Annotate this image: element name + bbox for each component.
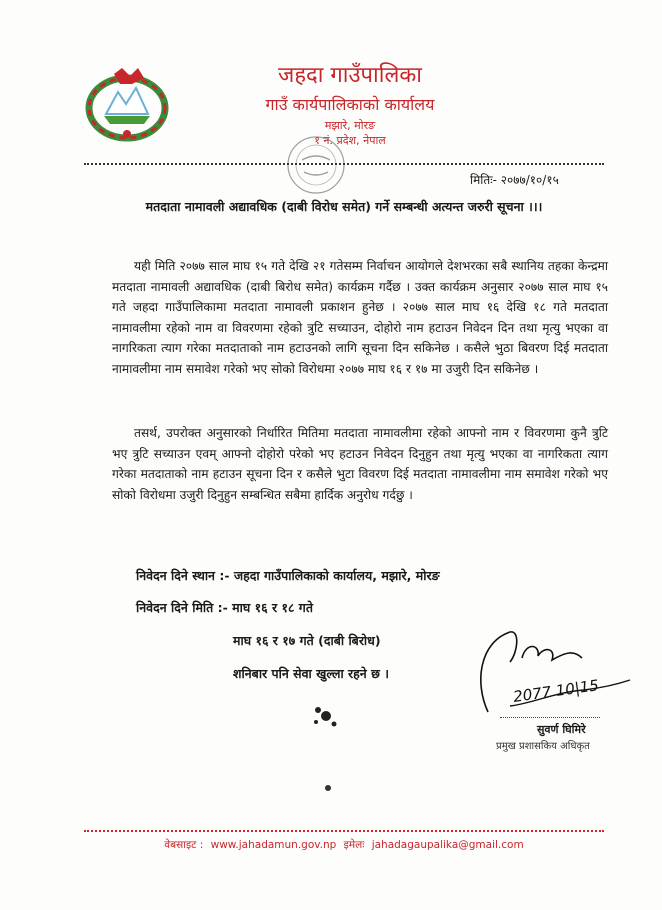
office-stamp (276, 130, 356, 200)
application-place: निवेदन दिने स्थान :- जहदा गाउँपालिकाको कार्यालय, मझारे, मोरङ (136, 568, 440, 583)
paragraph-2: तसर्थ, उपरोक्त अनुसारको निर्धारित मितिमा मतदाता नामावलीमा रहेको आफ्नो नाम र विवरणमा कुनै त्रुटि भए त्रुटि सच्याउन एवम् आफ्नो दोहोरो परेको भए हटाउन निवेदन दिनुहुन तथा मृत्यु भएका वा नागरिकता त्याग गरेका मतदाताको नाम हटाउन सूचना दिन र कसैले भुटा विवरण दिई मतदाता नामावलीमा नाम समावेश गरेको भए सोको विरोधमा उजुरी दिनुहुन सम्बन्धित सबैमा हार्दिक अनुरोध गर्दछु । (112, 426, 608, 502)
website-link[interactable]: www.jahadamun.gov.np (210, 839, 337, 851)
office-subtitle: गाउँ कार्यपालिकाको कार्यालय (265, 95, 435, 114)
svg-text:2077 10|15: 2077 10|15 (512, 676, 600, 706)
municipality-title: जहदा गाउँपालिका (278, 63, 422, 88)
signatory-name: सुवर्ण घिमिरे (537, 723, 586, 736)
signatory-title: प्रमुख प्रशासकिय अधिकृत (496, 741, 590, 752)
paragraph-1: यही मिति २०७७ साल माघ १५ गते देखि २१ गतेसम्म निर्वाचन आयोगले देशभरका सबै स्थानिय तहका केन्द्रमा मतदाता नामावली अद्यावधिक (दाबी बिरोध समेत) कार्यक्रम गर्दैछ । उक्त कार्यक्रम अनुसार २०७७ साल माघ १५ गते जहदा गाउँपालिकामा मतदाता नामावली प्रकाशन हुनेछ । २०७७ साल माघ १६ देखि १८ गते मतदाता नामावलीमा रहेको नाम वा विवरणमा रहेको त्रुटि सच्याउन, दोहोरो नाम हटाउन निवेदन दिन तथा मृत्यु भएका वा नागरिकता त्याग गरेका मतदाताको नाम हटाउनको लागि सूचना दिन सकिनेछ । कसैले भुठा बिवरण दिई मतदाता नामावलीमा नाम समावेश गरेको भए सोको विरोधमा २०७७ माघ १६ र १७ मा उजुरी दिन सकिनेछ । (112, 259, 608, 376)
footer (84, 838, 604, 852)
saturday-note: शनिबार पनि सेवा खुल्ला रहने छ । (233, 666, 389, 681)
email-link[interactable]: jahadagaupalika@gmail.com (371, 839, 524, 851)
office-country: १ नं. प्रदेश, नेपाल (314, 134, 386, 147)
signature-line (500, 717, 600, 718)
notice-subject: मतदाता नामावली अद्यावधिक (दाबी विरोध समेत) गर्ने सम्बन्धी अत्यन्त जरुरी सूचना ।।। (145, 199, 543, 214)
footer-divider (84, 830, 604, 832)
office-place: मझारे, मोरङ (324, 119, 376, 132)
header-divider (84, 163, 604, 165)
ink-smudge (306, 700, 346, 740)
application-date-line1: निवेदन दिने मिति :- माघ १६ र १८ गते (136, 600, 313, 615)
handwritten-signature (470, 622, 640, 722)
notice-date: मितिः- २०७७/१०/१५ (470, 173, 559, 187)
nepal-emblem-icon (84, 64, 170, 144)
application-date-line2: माघ १६ र १७ गते (दाबी बिरोध) (233, 633, 381, 648)
ink-dot (318, 778, 338, 798)
website-label: वेबसाइट : (164, 839, 204, 851)
email-label: इमेलः (343, 839, 365, 851)
